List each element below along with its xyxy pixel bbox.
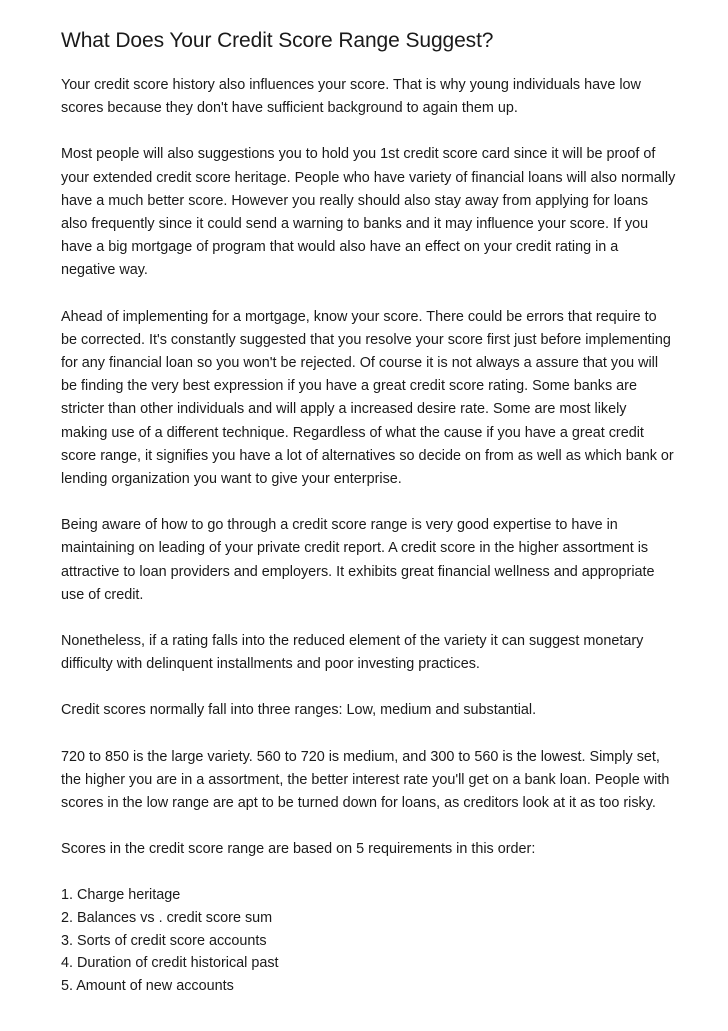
paragraph-three-ranges: Credit scores normally fall into three ranges: Low, medium and substantial.	[61, 702, 537, 719]
list-item: 5. Amount of new accounts	[61, 977, 234, 994]
paragraph-know-score: Ahead of implementing for a mortgage, know your score. There could be errors that require to be corrected. It's constantly suggested that you resolve your score first just before implementing for any financial loan so you won't be rejected. Of course it is not always a assure that you will be finding the very best expression if you have a great credit score rating. Some banks are stricter than other individuals and will apply a increased desire rate. Some are most likely making use of a different technique. Regardless of what the cause if you have a great credit score range, it signifies you have a lot of alternatives so decide on from as well as which bank or lending organization you want to give your enterprise.	[61, 308, 674, 488]
list-item: 2. Balances vs . credit score sum	[61, 910, 273, 927]
paragraph-requirements-intro: Scores in the credit score range are based on 5 requirements in this order:	[61, 841, 536, 858]
paragraph-first-card: Most people will also suggestions you to hold you 1st credit score card since it will be proof of your extended credit score heritage. People who have variety of financial loans will also normally have a much better score. However you really should also stay away from applying for loans also frequently since it could send a warning to banks and it may influence your score. If you have a big mortgage of program that would also have an effect on your credit rating in a negative way.	[61, 146, 676, 279]
list-item: 4. Duration of credit historical past	[61, 955, 279, 972]
list-item: 3. Sorts of credit score accounts	[61, 932, 267, 949]
paragraph-reading-range: Being aware of how to go through a credit score range is very good expertise to have in maintaining on leading of your private credit report. A credit score in the higher assortment is attractive to loan providers and employers. It exhibits great financial wellness and appropriate use of credit.	[61, 517, 655, 603]
document-page	[61, 26, 676, 997]
paragraph-range-values: 720 to 850 is the large variety. 560 to 720 is medium, and 300 to 560 is the lowest. Simply set, the higher you are in a assortment, the better interest rate you'll get on a bank loan. People with scores in the low range are apt to be turned down for loans, as creditors look at it as too risky.	[61, 748, 670, 812]
paragraph-low-rating: Nonetheless, if a rating falls into the reduced element of the variety it can suggest monetary difficulty with delinquent installments and poor investing practices.	[61, 633, 644, 673]
requirements-list	[61, 884, 676, 997]
document-title: What Does Your Credit Score Range Suggest?	[61, 29, 494, 52]
list-item: 1. Charge heritage	[61, 887, 181, 904]
paragraph-credit-history: Your credit score history also influences your score. That is why young individuals have low scores because they don't have sufficient background to again them up.	[61, 77, 641, 117]
